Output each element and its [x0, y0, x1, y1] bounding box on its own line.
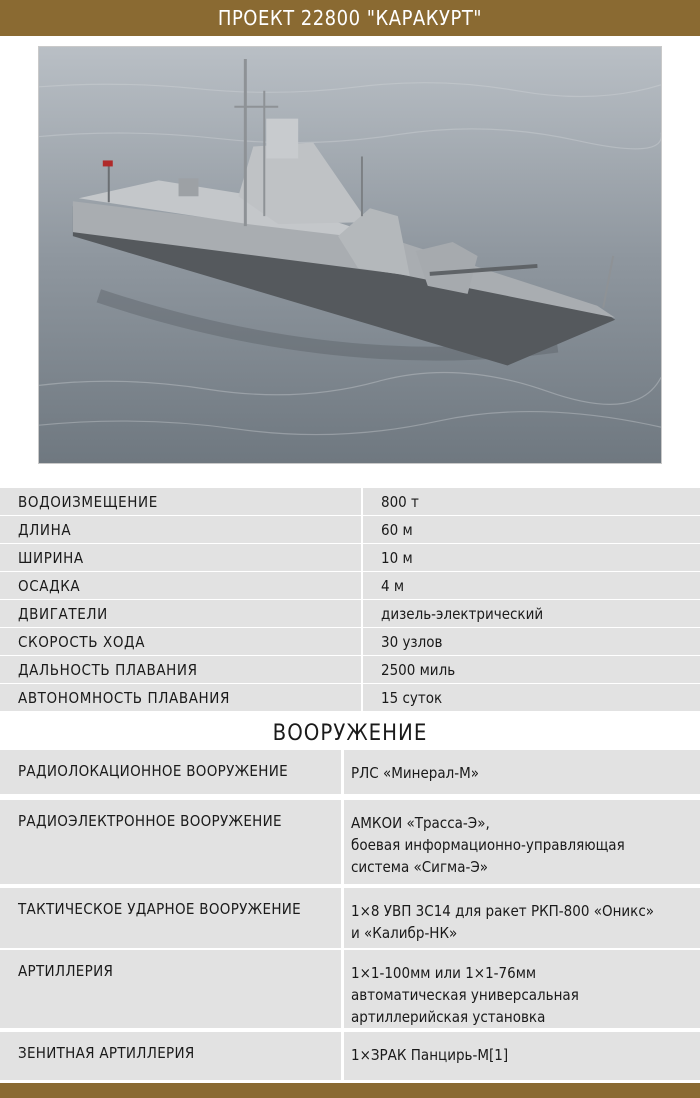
- armament-key: ЗЕНИТНАЯ АРТИЛЛЕРИЯ: [18, 1044, 195, 1062]
- armament-row: [0, 750, 700, 794]
- spec-value: 30 узлов: [363, 628, 700, 655]
- page-header: [0, 0, 700, 36]
- armament-key: АРТИЛЛЕРИЯ: [18, 962, 114, 980]
- page-title: ПРОЕКТ 22800 "КАРАКУРТ": [217, 6, 483, 30]
- spec-key: ВОДОИЗМЕЩЕНИЕ: [0, 488, 361, 515]
- spec-key: АВТОНОМНОСТЬ ПЛАВАНИЯ: [0, 684, 361, 711]
- spec-key: ОСАДКА: [0, 572, 361, 599]
- spec-key: СКОРОСТЬ ХОДА: [0, 628, 361, 655]
- spec-value: 15 суток: [363, 684, 700, 711]
- spec-key: ДЛИНА: [0, 516, 361, 543]
- spec-row: [0, 656, 700, 684]
- spec-key: ДВИГАТЕЛИ: [0, 600, 361, 627]
- spec-value: 4 м: [363, 572, 700, 599]
- spec-row: [0, 572, 700, 600]
- spec-value: дизель-электрический: [363, 600, 700, 627]
- armament-row: [0, 950, 700, 1028]
- armament-value: 1×1-100мм или 1×1-76мм автоматическая универсальная артиллерийская установка: [351, 964, 579, 1026]
- spec-value: 2500 миль: [363, 656, 700, 683]
- armament-key: РАДИОЭЛЕКТРОННОЕ ВООРУЖЕНИЕ: [18, 812, 282, 830]
- armament-row: [0, 888, 700, 948]
- spec-value: 60 м: [363, 516, 700, 543]
- spec-row: [0, 600, 700, 628]
- ship-illustration: [39, 47, 661, 463]
- spec-key: ШИРИНА: [0, 544, 361, 571]
- spec-row: [0, 488, 700, 516]
- spec-value: 10 м: [363, 544, 700, 571]
- armament-row: [0, 800, 700, 884]
- ship-photo: [38, 46, 662, 464]
- armament-value: АМКОИ «Трасса-Э», боевая информационно-управляющая система «Сигма-Э»: [351, 814, 625, 876]
- specs-table: [0, 488, 700, 712]
- armament-value: 1×8 УВП 3С14 для ракет РКП-800 «Оникс» и «Калибр-НК»: [351, 902, 655, 942]
- spec-row: [0, 684, 700, 712]
- spec-key: ДАЛЬНОСТЬ ПЛАВАНИЯ: [0, 656, 361, 683]
- spec-row: [0, 628, 700, 656]
- armament-key: РАДИОЛОКАЦИОННОЕ ВООРУЖЕНИЕ: [18, 762, 288, 780]
- spec-row: [0, 544, 700, 572]
- armament-value: 1×ЗРАК Панцирь-М[1]: [351, 1046, 509, 1064]
- armament-heading: ВООРУЖЕНИЕ: [272, 720, 428, 746]
- armament-key: ТАКТИЧЕСКОЕ УДАРНОЕ ВООРУЖЕНИЕ: [18, 900, 302, 918]
- spec-value: 800 т: [363, 488, 700, 515]
- armament-row: [0, 1032, 700, 1080]
- spec-row: [0, 516, 700, 544]
- armament-value: РЛС «Минерал-М»: [351, 764, 480, 782]
- page-footer-bar: [0, 1083, 700, 1098]
